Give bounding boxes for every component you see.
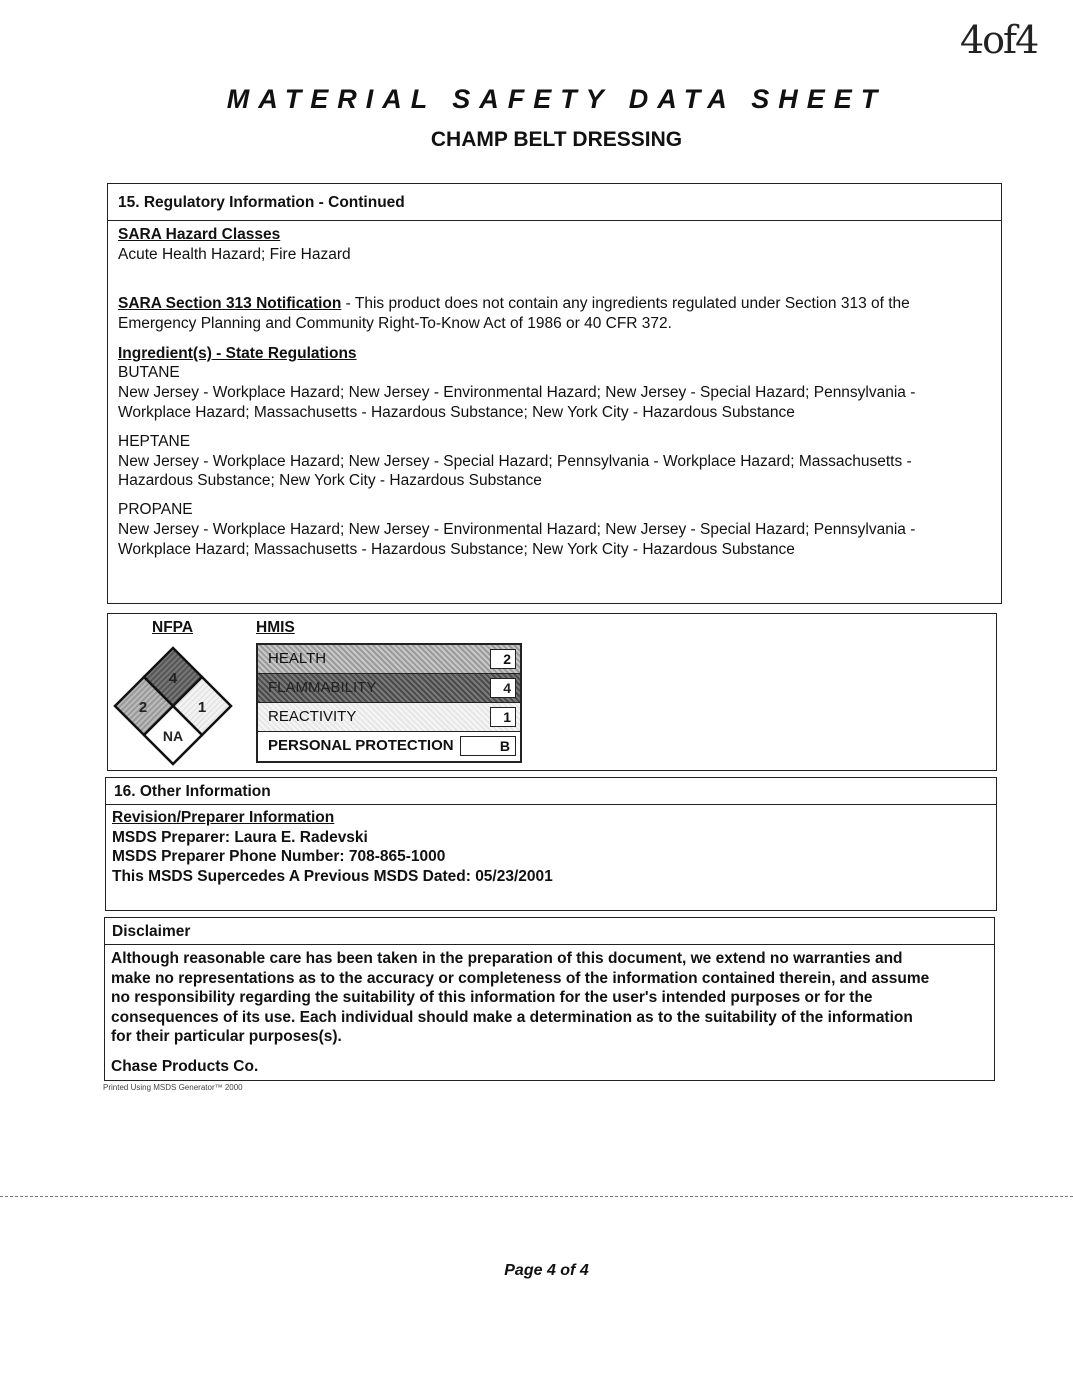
hazard-ratings-box bbox=[107, 613, 997, 771]
ingredient-regulations: New Jersey - Workplace Hazard; New Jersey - Environmental Hazard; New Jersey - Special Hazard; Pennsylvania - bbox=[118, 521, 916, 538]
company-name: Chase Products Co. bbox=[111, 1058, 259, 1075]
page-number: Page 4 of 4 bbox=[504, 1262, 589, 1279]
ingredient-name: PROPANE bbox=[118, 501, 193, 518]
hmis-label: HMIS bbox=[256, 619, 295, 636]
msds-preparer-phone: MSDS Preparer Phone Number: 708-865-1000 bbox=[112, 848, 446, 865]
hmis-value-personal-protection: B bbox=[460, 736, 516, 756]
section-15-heading: 15. Regulatory Information - Continued bbox=[118, 194, 405, 211]
hmis-label-reactivity: REACTIVITY bbox=[268, 708, 357, 725]
section-16-heading: 16. Other Information bbox=[114, 783, 271, 800]
section-16-divider bbox=[106, 804, 996, 805]
section-15-divider bbox=[108, 220, 1001, 221]
sara-313-text-2: Emergency Planning and Community Right-To-Know Act of 1986 or 40 CFR 372. bbox=[118, 315, 672, 332]
nfpa-diamond bbox=[112, 645, 234, 767]
nfpa-label: NFPA bbox=[152, 619, 194, 636]
ingredient-name: BUTANE bbox=[118, 364, 180, 381]
msds-preparer: MSDS Preparer: Laura E. Radevski bbox=[112, 829, 368, 846]
section-15-box bbox=[107, 183, 1002, 604]
hmis-row-personal-protection bbox=[258, 732, 520, 761]
sara-313-line-1 bbox=[118, 294, 910, 314]
disclaimer-line: Although reasonable care has been taken in the preparation of this document, we extend no warranties and bbox=[111, 950, 903, 967]
nfpa-special-value: NA bbox=[162, 728, 184, 744]
disclaimer-line: consequences of its use. Each individual should make a determination as to the suitability of the information bbox=[111, 1009, 913, 1026]
hmis-label-flammability: FLAMMABILITY bbox=[268, 679, 377, 696]
nfpa-health-value: 2 bbox=[138, 699, 148, 716]
hmis-row-reactivity bbox=[258, 703, 520, 732]
disclaimer-divider bbox=[105, 944, 994, 945]
disclaimer-line: no responsibility regarding the suitability of this information for the user's intended purposes or for the bbox=[111, 989, 873, 1006]
ingredient-name: HEPTANE bbox=[118, 433, 191, 450]
nfpa-reactivity-value: 1 bbox=[197, 699, 207, 716]
state-regulations-label: Ingredient(s) - State Regulations bbox=[118, 345, 357, 362]
section-16-box bbox=[105, 777, 997, 911]
hmis-row-health bbox=[258, 645, 520, 674]
disclaimer-box bbox=[104, 917, 995, 1081]
ingredient-regulations: Hazardous Substance; New York City - Hazardous Substance bbox=[118, 472, 542, 489]
hmis-value-health: 2 bbox=[490, 649, 516, 669]
nfpa-flammability-value: 4 bbox=[168, 670, 178, 687]
disclaimer-line: for their particular purposes(s). bbox=[111, 1028, 342, 1045]
sara-313-label: SARA Section 313 Notification bbox=[118, 295, 342, 312]
handwritten-page-note: 4of4 bbox=[960, 18, 1038, 62]
msds-supersedes: This MSDS Supercedes A Previous MSDS Dated: 05/23/2001 bbox=[112, 868, 553, 885]
sara-hazard-label: SARA Hazard Classes bbox=[118, 226, 281, 243]
hmis-row-flammability bbox=[258, 674, 520, 703]
hmis-value-reactivity: 1 bbox=[490, 707, 516, 727]
hmis-table bbox=[256, 643, 522, 763]
sara-313-text-1: - This product does not contain any ingredients regulated under Section 313 of the bbox=[341, 295, 910, 312]
hmis-label-personal-protection: PERSONAL PROTECTION bbox=[268, 737, 454, 754]
document-title: MATERIAL SAFETY DATA SHEET bbox=[226, 84, 887, 114]
revision-label: Revision/Preparer Information bbox=[112, 809, 335, 826]
hmis-value-flammability: 4 bbox=[490, 678, 516, 698]
ingredient-regulations: New Jersey - Workplace Hazard; New Jersey - Special Hazard; Pennsylvania - Workplace Hazard; Massachusetts - bbox=[118, 453, 912, 470]
sara-hazard-text: Acute Health Hazard; Fire Hazard bbox=[118, 246, 351, 263]
disclaimer-heading: Disclaimer bbox=[112, 923, 191, 940]
generator-credit: Printed Using MSDS Generator™ 2000 bbox=[103, 1083, 243, 1092]
ingredient-regulations: Workplace Hazard; Massachusetts - Hazardous Substance; New York City - Hazardous Substance bbox=[118, 541, 795, 558]
ingredient-regulations: Workplace Hazard; Massachusetts - Hazardous Substance; New York City - Hazardous Substance bbox=[118, 404, 795, 421]
ingredient-regulations: New Jersey - Workplace Hazard; New Jersey - Environmental Hazard; New Jersey - Special Hazard; Pennsylvania - bbox=[118, 384, 916, 401]
disclaimer-line: make no representations as to the accuracy or completeness of the information contained therein, and assume bbox=[111, 970, 930, 987]
hmis-label-health: HEALTH bbox=[268, 650, 327, 667]
product-name: CHAMP BELT DRESSING bbox=[430, 128, 683, 151]
page-separator bbox=[0, 1196, 1073, 1197]
